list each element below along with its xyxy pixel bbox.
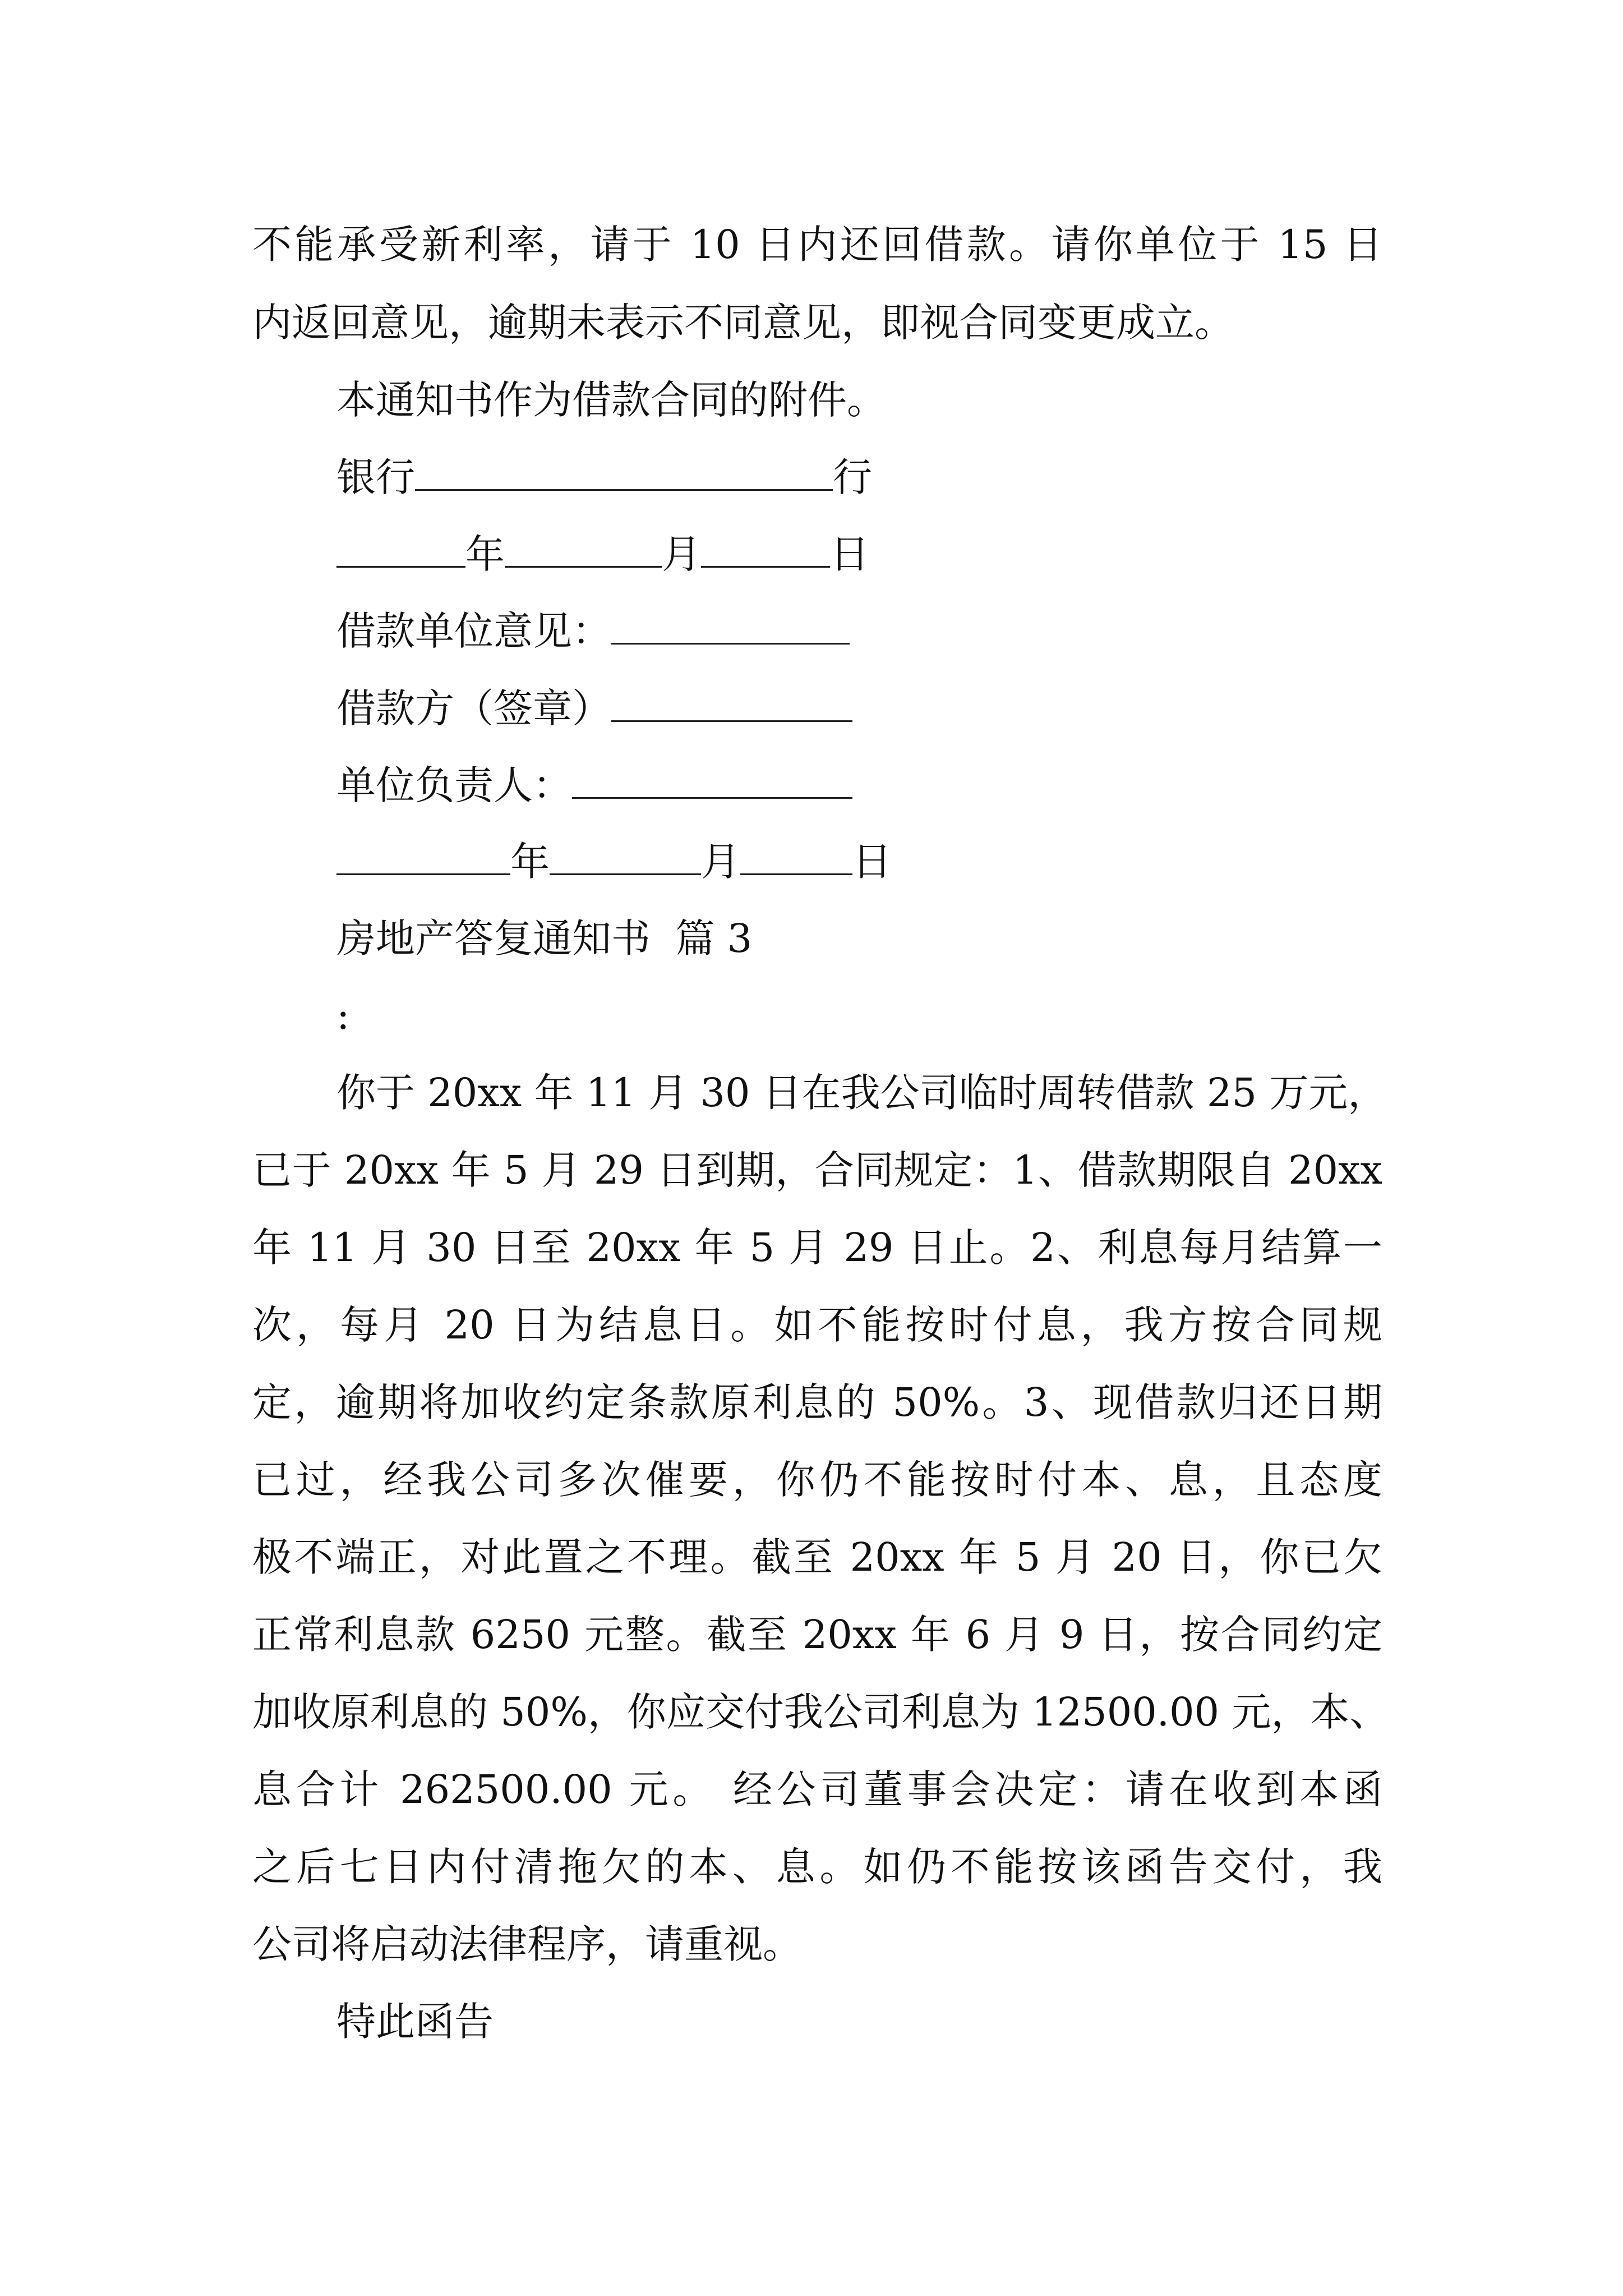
year-label: 年: [465, 531, 505, 577]
paragraph-line: 年 11 月 30 日至 20xx 年 5 月 29 日止。2、利息每月结算一: [252, 1225, 1382, 1271]
paragraph-line: 之后七日内付清拖欠的本、息。如仍不能按该函告交付，我: [252, 1844, 1382, 1890]
day-blank: [701, 531, 830, 568]
year-label: 年: [510, 839, 550, 885]
paragraph-line: 定，逾期将加收约定条款原利息的 50%。3、现借款归还日期: [252, 1379, 1382, 1425]
date-line-2: [336, 835, 892, 889]
paragraph-line: 次，每月 20 日为结息日。如不能按时付息，我方按合同规: [252, 1302, 1382, 1348]
unit-head-line: [336, 758, 852, 812]
paragraph-line: 已过，经我公司多次催要，你仍不能按时付本、息，且态度: [252, 1457, 1382, 1503]
closing-text: 特此函告: [336, 1999, 494, 2045]
bank-name-blank: [415, 454, 833, 491]
date-line-1: [336, 527, 869, 581]
unit-head-blank: [572, 762, 852, 799]
borrower-sign-line: [336, 682, 852, 735]
month-label: 月: [701, 839, 740, 885]
month-label: 月: [662, 531, 701, 577]
section-title: 房地产答复通知书 篇 3: [336, 915, 753, 961]
month-blank: [505, 531, 662, 568]
day-label: 日: [852, 839, 892, 885]
month-blank: [550, 839, 701, 875]
day-label: 日: [830, 531, 869, 577]
paragraph-line: 内返回意见，逾期未表示不同意见，即视合同变更成立。: [252, 300, 1234, 346]
borrower-sign-blank: [611, 685, 852, 722]
bank-signature-line: [336, 450, 872, 504]
paragraph-line: 你于 20xx 年 11 月 30 日在我公司临时周转借款 25 万元，: [336, 1070, 1387, 1116]
salutation-colon: :: [336, 992, 350, 1038]
year-blank: [336, 839, 510, 875]
borrower-opinion-blank: [611, 608, 850, 645]
paragraph-line: 不能承受新利率，请于 10 日内还回借款。请你单位于 15 日: [252, 222, 1382, 268]
paragraph-line: 加收原利息的 50%，你应交付我公司利息为 12500.00 元，本、: [252, 1689, 1389, 1735]
day-blank: [740, 839, 852, 875]
paragraph-line: 正常利息款 6250 元整。截至 20xx 年 6 月 9 日，按合同约定: [252, 1612, 1382, 1658]
year-blank: [336, 531, 465, 568]
bank-suffix: 行: [833, 454, 872, 500]
unit-head-label: 单位负责人：: [336, 762, 572, 808]
bank-label: 银行: [336, 454, 415, 500]
borrower-sign-label: 借款方（签章）: [336, 685, 611, 731]
borrower-opinion-label: 借款单位意见：: [336, 608, 611, 654]
attachment-note: 本通知书作为借款合同的附件。: [336, 377, 886, 423]
paragraph-line: 极不端正，对此置之不理。截至 20xx 年 5 月 20 日，你已欠: [252, 1534, 1382, 1580]
borrower-opinion-line: [336, 604, 850, 658]
paragraph-line: 息合计 262500.00 元。 经公司董事会决定：请在收到本函: [252, 1766, 1382, 1812]
paragraph-line: 公司将启动法律程序，请重视。: [252, 1921, 802, 1967]
paragraph-line: 已于 20xx 年 5 月 29 日到期，合同规定：1、借款期限自 20xx: [252, 1147, 1382, 1193]
